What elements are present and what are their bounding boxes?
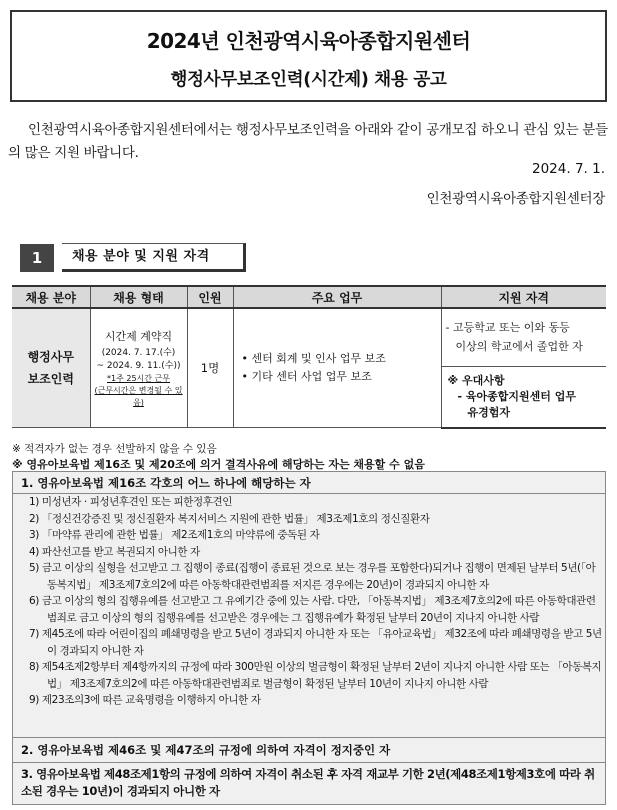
header-field: 채용 분야: [12, 286, 90, 308]
list-item: 6) 금고 이상의 형의 집행유예를 선고받고 그 유예기간 중에 있는 사람. 다만, 「아동복지법」 제3조제7호의2에 따른 아동학대관련범죄로 금고 이상의 형의 집행유예를 선고받은 경우에는 그 집행유예가 확정된 날부터 20년이 지나지 아니한 사람: [29, 595, 596, 624]
qual-line: - 고등학교 또는 이와 동등: [445, 321, 570, 335]
page-subtitle: 행정사무보조인력(시간제) 채용 공고: [170, 70, 447, 90]
list-item: 1) 미성년자 · 피성년후견인 또는 피한정후견인: [29, 496, 232, 508]
cell-duties: [233, 308, 441, 428]
type-period-end: ~ 2024. 9. 11.(수)): [96, 361, 181, 371]
page-title: 2024년 인천광역시육아종합지원센터: [146, 29, 471, 53]
type-line: 시간제 계약직: [104, 330, 173, 343]
field-line: 보조인력: [27, 372, 74, 386]
job-table: [12, 285, 606, 429]
header-count: 인원: [187, 286, 233, 308]
disqualification-heading-1: 1. 영유아보육법 제16조 각호의 어느 하나에 해당하는 자: [21, 476, 311, 490]
disqualification-heading-2: 2. 영유아보육법 제46조 및 제47조의 규정에 의하여 자격이 정지중인 자: [21, 743, 391, 757]
divider: [13, 737, 605, 738]
qual-line: 이상의 학교에서 졸업한 자: [455, 340, 583, 354]
pref-title: ※ 우대사항: [447, 373, 505, 387]
list-item: 5) 금고 이상의 실형을 선고받고 그 집행이 종료(집행이 종료된 것으로 보는 경우를 포함한다)되거나 집행이 면제된 날부터 5년(「아동복지법」 제3조제7호의2에 따른 아동학대관련범죄를 저지른 경우에는 20년)이 경과되지 아니한 자: [29, 562, 596, 591]
divider: [13, 762, 605, 763]
title-box: [10, 10, 607, 102]
list-item: 9) 제23조의3에 따른 교육명령을 이행하지 아니한 자: [29, 694, 261, 706]
pref-line: - 육아종합지원센터 업무: [457, 389, 576, 403]
list-item: 7) 제45조에 따라 어린이집의 폐쇄명령을 받고 5년이 경과되지 아니한 자 또는 「유아교육법」 제32조에 따라 폐쇄명령을 받고 5년이 경과되지 아니한 자: [29, 628, 602, 657]
disqualification-heading-3: 3. 영유아보육법 제48조제1항의 규정에 의하여 자격이 취소된 후 자격 재교부 기한 2년(제48조제1항제3호에 따라 취소된 경우는 10년)이 경과되지 아니한 자: [21, 767, 595, 798]
section-number: 1: [20, 244, 54, 272]
list-item: 3) 「마약류 관리에 관한 법률」 제2조제1호의 마약류에 중독된 자: [29, 529, 320, 541]
type-hours-change-note: (근무시간은 변경될 수 있음): [94, 386, 183, 407]
disqualification-list: [21, 494, 605, 709]
cell-type: [90, 308, 187, 428]
intro-paragraph: 인천광역시육아종합지원센터에서는 행정사무보조인력을 아래와 같이 공개모집 하오니 관심 있는 분들의 많은 지원 바랍니다.: [8, 122, 608, 161]
cell-field: [12, 308, 90, 428]
list-item: 2) 「정신건강증진 및 정신질환자 복지서비스 지원에 관한 법률」 제3조제1호의 정신질환자: [29, 512, 430, 525]
type-hours-note: *1주 25시간 근무: [107, 374, 170, 383]
header-type: 채용 형태: [90, 286, 187, 308]
note-disqualification: ※ 영유아보육법 제16조 및 제20조에 의거 결격사유에 해당하는 자는 채용할 수 없음: [12, 458, 425, 471]
cell-qualification: [441, 308, 606, 366]
duty-item: • 센터 회계 및 인사 업무 보조: [241, 352, 386, 365]
table-row: [12, 308, 606, 366]
cell-preference: [441, 366, 606, 428]
duty-item: • 기타 센터 사업 업무 보조: [241, 370, 372, 383]
field-line: 행정사무: [27, 350, 74, 364]
announcement-date: 2024. 7. 1.: [532, 161, 605, 177]
note-selection: ※ 적격자가 없는 경우 선발하지 않을 수 있음: [12, 443, 217, 455]
type-period-start: (2024. 7. 17.(수): [101, 348, 176, 358]
section-title: 채용 분야 및 지원 자격: [62, 243, 246, 272]
notes: [12, 441, 606, 473]
list-item: 4) 파산선고를 받고 복권되지 아니한 자: [29, 545, 200, 558]
header-qualification: 지원 자격: [441, 286, 606, 308]
cell-count: 1명: [187, 308, 233, 428]
table-header-row: [12, 286, 606, 308]
list-item: 8) 제54조제2항부터 제4항까지의 규정에 따라 300만원 이상의 벌금형이 확정된 날부터 2년이 지나지 아니한 사람 또는 「아동복지법」 제3조제7호의2에 따른 아동학대관련범죄로 벌금형이 확정된 날부터 10년이 지나지 아니한 사람: [29, 661, 602, 690]
pref-line: 유경험자: [467, 405, 511, 419]
issuer-org: 인천광역시육아종합지원센터장: [426, 191, 605, 207]
disqualification-box: [12, 471, 606, 805]
header-duties: 주요 업무: [233, 286, 441, 308]
